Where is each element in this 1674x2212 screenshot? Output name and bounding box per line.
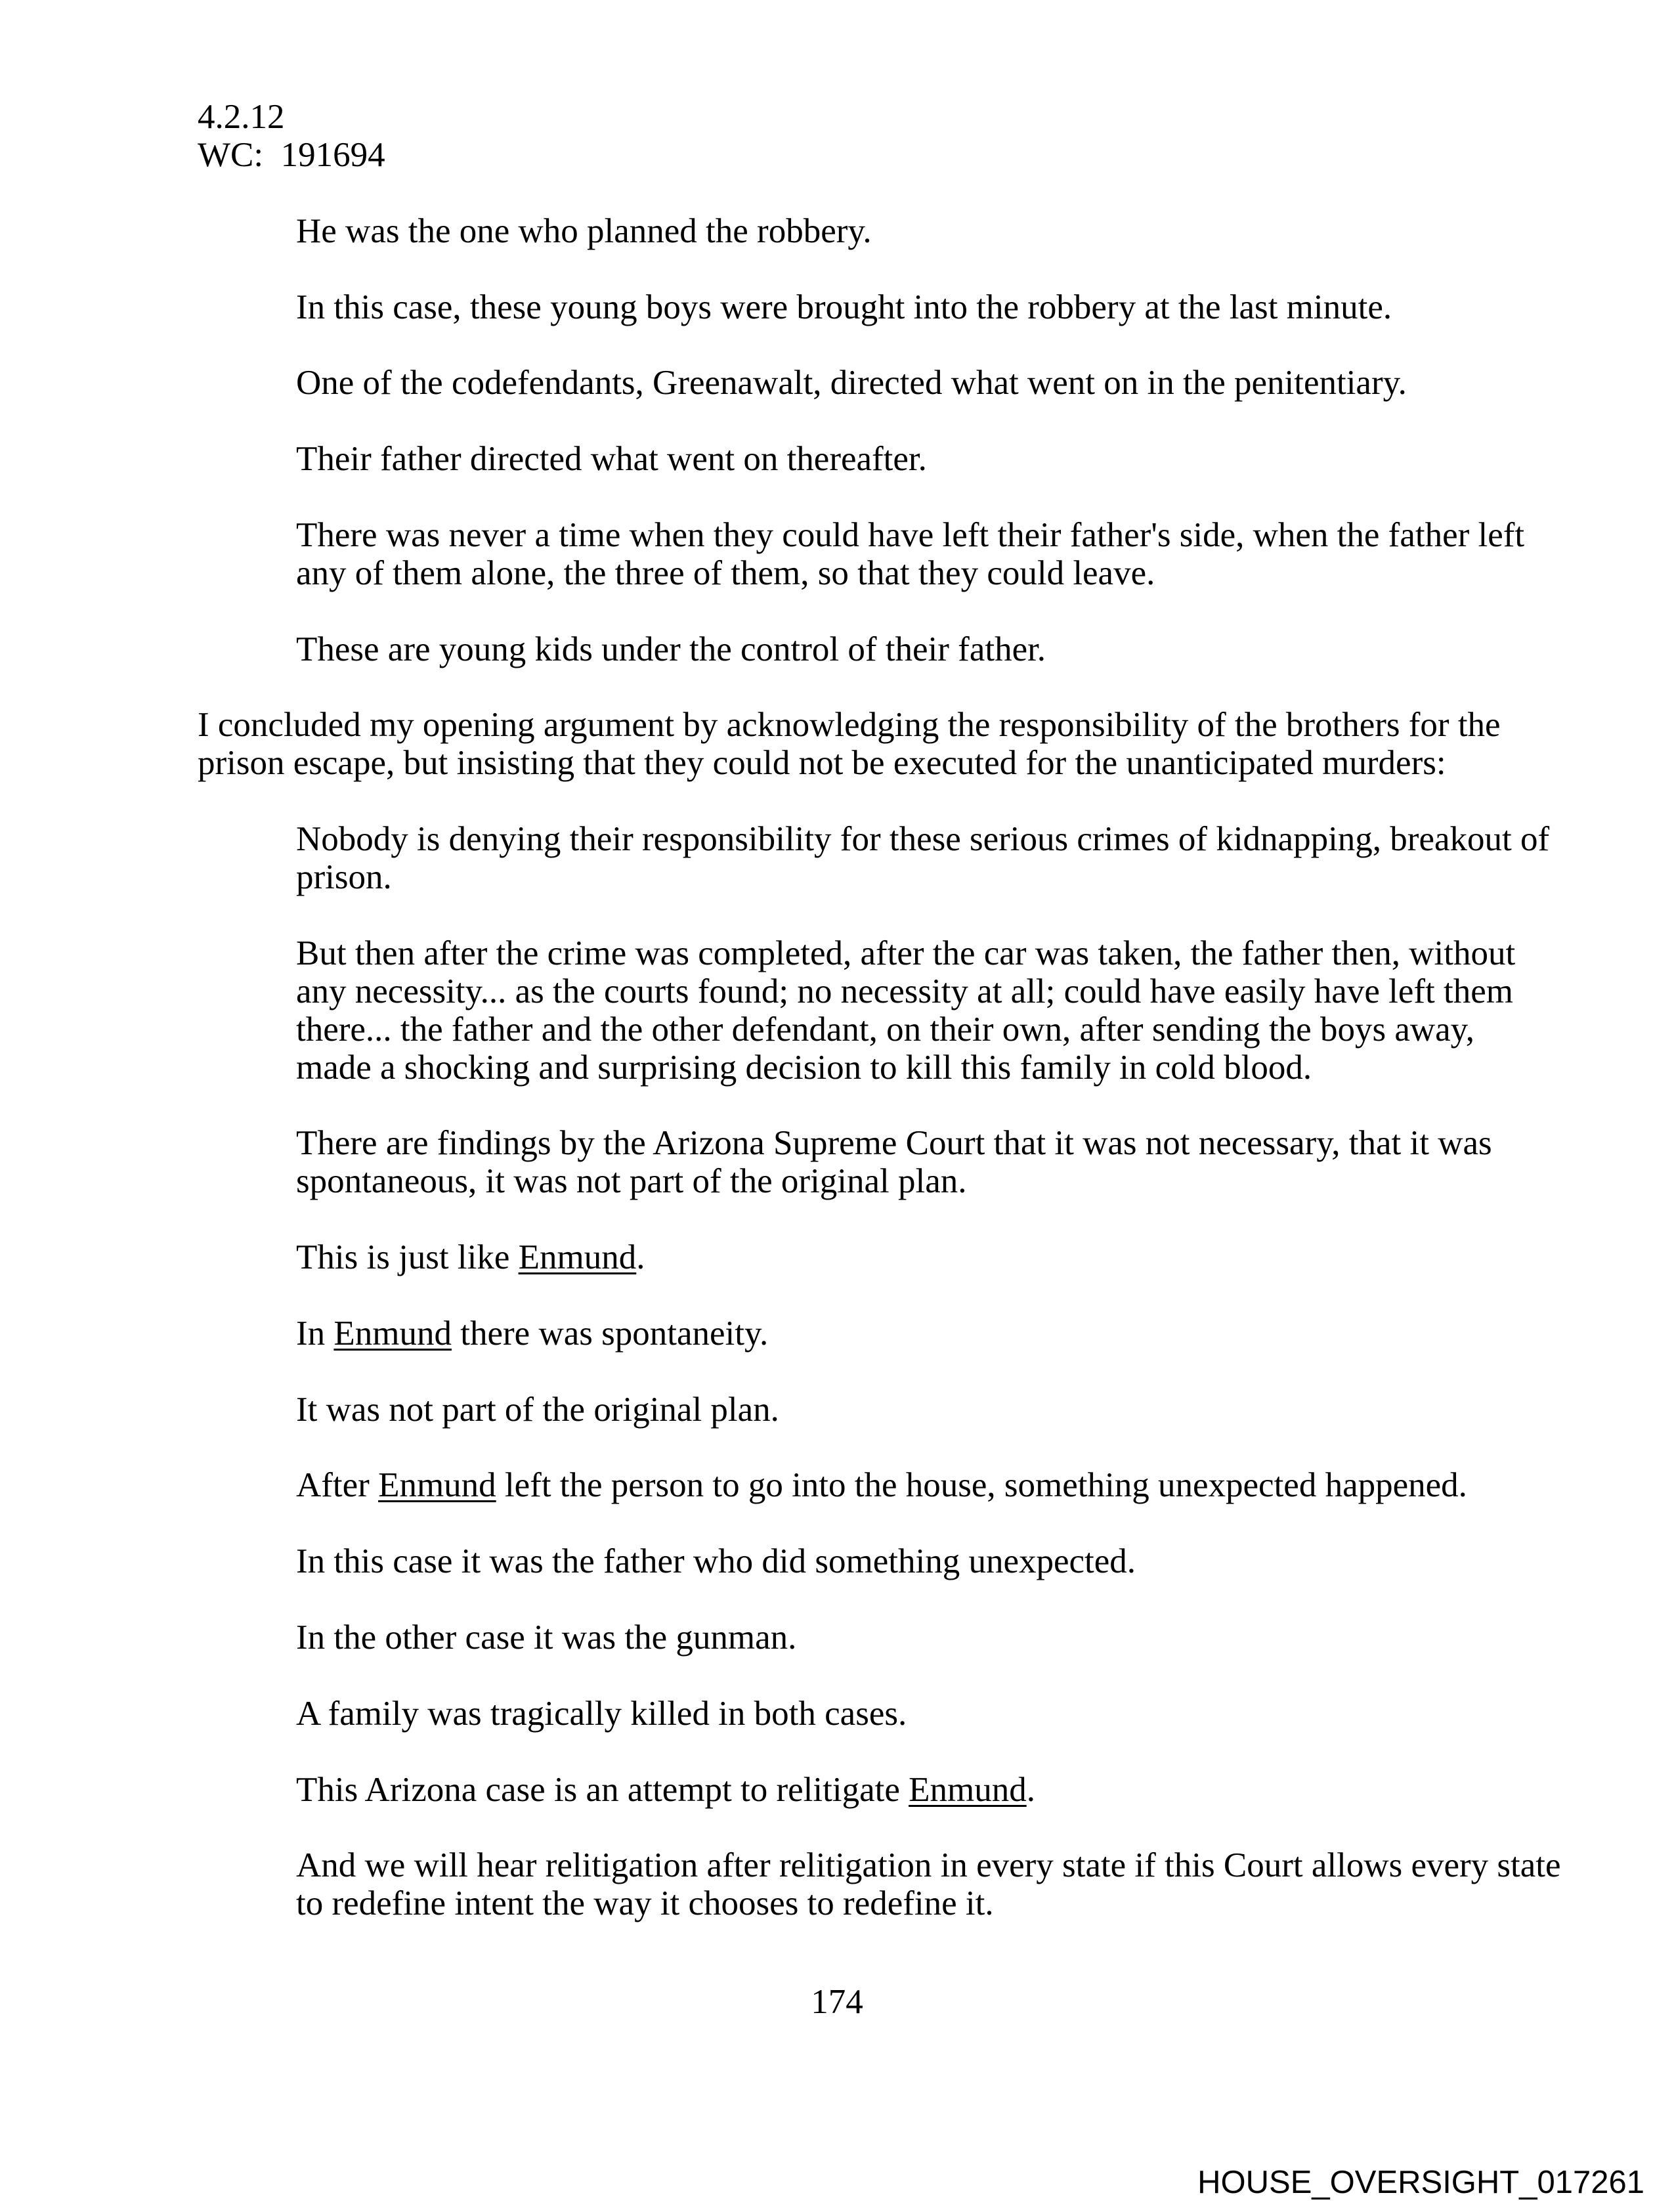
text-line bbox=[198, 745, 1484, 783]
quoted-paragraph bbox=[198, 1619, 1484, 1657]
quoted-paragraph bbox=[198, 1124, 1492, 1201]
text-line bbox=[296, 1885, 1484, 1923]
body-paragraph bbox=[198, 706, 1501, 783]
text-line bbox=[296, 1846, 1561, 1885]
text-run: prison. bbox=[296, 858, 392, 896]
text-run: Nobody is denying their responsibility for these serious crimes of kidnapping, breakout of bbox=[296, 820, 1550, 859]
text-line bbox=[296, 289, 1484, 327]
text-run: These are young kids under the control of their father. bbox=[296, 630, 1046, 668]
text-run: made a shocking and surprising decision to kill this family in cold blood. bbox=[296, 1048, 1312, 1087]
text-run: prison escape, but insisting that they could not be executed for the unanticipated murders: bbox=[198, 744, 1446, 783]
text-line bbox=[296, 1391, 1484, 1429]
text-run: In bbox=[296, 1314, 334, 1353]
header-word-count: WC: 191694 bbox=[198, 135, 385, 174]
text-run: A family was tragically killed in both cases. bbox=[296, 1694, 907, 1733]
document-header bbox=[198, 98, 1484, 175]
text-line bbox=[296, 972, 1513, 1011]
text-run: . bbox=[636, 1238, 645, 1277]
quoted-paragraph bbox=[198, 1315, 1484, 1353]
quoted-paragraph bbox=[198, 1695, 1484, 1733]
bates-stamp: HOUSE_OVERSIGHT_017261 bbox=[1197, 2165, 1644, 2200]
quoted-paragraph bbox=[198, 364, 1484, 402]
quoted-paragraph bbox=[198, 1239, 1484, 1277]
text-line bbox=[296, 213, 1484, 251]
text-line bbox=[296, 859, 1484, 897]
case-citation: Enmund bbox=[518, 1238, 637, 1277]
text-run: left the person to go into the house, something unexpected happened. bbox=[496, 1466, 1467, 1505]
page-body bbox=[198, 98, 1561, 1961]
quoted-paragraph bbox=[198, 515, 1525, 593]
text-run: Their father directed what went on thereafter. bbox=[296, 440, 927, 479]
text-line bbox=[296, 515, 1525, 555]
text-line bbox=[296, 631, 1484, 669]
text-run: One of the codefendants, Greenawalt, directed what went on in the penitentiary. bbox=[296, 364, 1407, 402]
text-run: to redefine intent the way it chooses to redefine it. bbox=[296, 1884, 994, 1923]
text-line bbox=[296, 820, 1550, 859]
text-line bbox=[296, 1049, 1484, 1087]
quoted-paragraph bbox=[198, 289, 1484, 327]
text-run: This Arizona case is an attempt to relitigate bbox=[296, 1770, 909, 1809]
text-run: But then after the crime was completed, after the car was taken, the father then, without bbox=[296, 934, 1516, 972]
text-run: It was not part of the original plan. bbox=[296, 1390, 779, 1429]
text-line bbox=[198, 706, 1501, 745]
text-line bbox=[296, 934, 1516, 973]
text-run: . bbox=[1026, 1770, 1035, 1809]
quoted-paragraph bbox=[198, 934, 1516, 1087]
text-line bbox=[296, 364, 1484, 402]
quoted-paragraph bbox=[198, 1467, 1484, 1505]
text-run: In the other case it was the gunman. bbox=[296, 1618, 797, 1657]
case-citation: Enmund bbox=[333, 1314, 452, 1353]
text-run: In this case it was the father who did something unexpected. bbox=[296, 1542, 1136, 1581]
quoted-paragraph bbox=[198, 1846, 1561, 1923]
page-number: 174 bbox=[811, 1983, 863, 2021]
text-line bbox=[296, 1124, 1492, 1163]
text-run: There are findings by the Arizona Supreme Court that it was not necessary, that it was bbox=[296, 1124, 1492, 1163]
text-line bbox=[296, 1315, 1484, 1353]
text-line bbox=[296, 1619, 1484, 1657]
text-line bbox=[296, 441, 1484, 479]
text-run: any of them alone, the three of them, so that they could leave. bbox=[296, 553, 1155, 592]
text-line bbox=[296, 1771, 1484, 1810]
text-run: In this case, these young boys were brought into the robbery at the last minute. bbox=[296, 288, 1392, 326]
text-run: there... the father and the other defendant, on their own, after sending the boys away, bbox=[296, 1010, 1474, 1049]
quoted-paragraph bbox=[198, 441, 1484, 479]
text-line bbox=[296, 1239, 1484, 1277]
text-line bbox=[296, 1011, 1484, 1049]
case-citation: Enmund bbox=[378, 1466, 496, 1505]
quoted-paragraph bbox=[198, 1771, 1484, 1810]
quoted-paragraph bbox=[198, 820, 1550, 897]
text-run: This is just like bbox=[296, 1238, 519, 1277]
header-date: 4.2.12 bbox=[198, 98, 285, 136]
text-run: He was the one who planned the robbery. bbox=[296, 211, 872, 250]
text-run: spontaneous, it was not part of the original plan. bbox=[296, 1162, 967, 1201]
case-citation: Enmund bbox=[909, 1770, 1027, 1809]
text-run: I concluded my opening argument by acknowledging the responsibility of the brothers for the bbox=[198, 706, 1501, 745]
text-run: there was spontaneity. bbox=[452, 1314, 769, 1353]
text-line bbox=[296, 555, 1484, 593]
paragraph-list bbox=[198, 211, 1561, 1924]
quoted-paragraph bbox=[198, 213, 1484, 251]
text-line bbox=[296, 1467, 1484, 1505]
quoted-paragraph bbox=[198, 631, 1484, 669]
text-line bbox=[296, 1163, 1484, 1201]
text-run: There was never a time when they could have left their father's side, when the father left bbox=[296, 515, 1525, 554]
quoted-paragraph bbox=[198, 1391, 1484, 1429]
text-run: any necessity... as the courts found; no necessity at all; could have easily have left them bbox=[296, 972, 1513, 1010]
text-line bbox=[296, 1543, 1484, 1581]
text-line bbox=[296, 1695, 1484, 1733]
text-run: And we will hear relitigation after relitigation in every state if this Court allows every state bbox=[296, 1846, 1561, 1885]
text-run: After bbox=[296, 1466, 379, 1505]
quoted-paragraph bbox=[198, 1543, 1484, 1581]
